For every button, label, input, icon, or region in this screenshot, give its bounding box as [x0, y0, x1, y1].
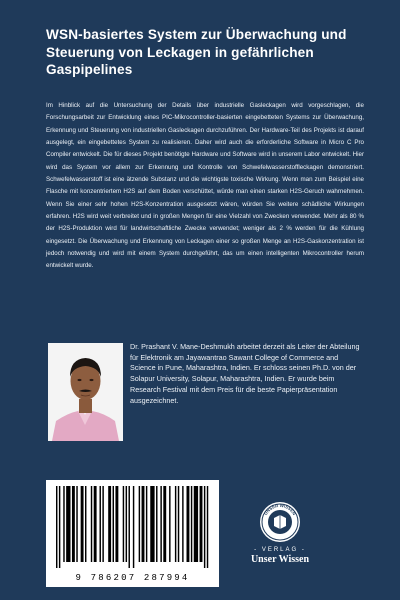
publisher-name: Unser Wissen	[250, 554, 310, 565]
svg-text:UNSER WISSEN: UNSER WISSEN	[263, 502, 297, 516]
isbn-barcode	[46, 480, 219, 587]
author-photo	[48, 343, 123, 441]
publisher-logo	[240, 500, 320, 565]
isbn-number: 9 786207 287994	[75, 573, 190, 583]
book-title: WSN-basiertes System zur Überwachung und Steuerung von Leckagen in gefährlichen Gaspipelines	[46, 27, 347, 77]
publisher-seal-icon	[258, 500, 302, 544]
publisher-label: - VERLAG -	[254, 547, 306, 553]
barcode-bars	[54, 486, 211, 568]
book-abstract: Im Hinblick auf die Untersuchung der Details über industrielle Gasleckagen wird vorgeschlagen, die Forschungsarbeit zur Entwicklung eines PIC-Mikrocontroller-basierten eingebetteten Systems zur Überwachung, Erkennung und Steuerung von industriellen Gasleckagen durchzuführen. Der Hardware-Teil des Projekts ist darauf ausgelegt, ein eingebettetes System zu realisieren. Daher wird auch die erforderliche Software in Micro C Pro Compiler entwickelt. Die für dieses Projekt benötigte Hardware und Software wird in unserem Labor entwickelt. Hier wird das System vor allem zur Erkennung und Kontrolle von Schwefelwasserstoffleckagen demonstriert. Schwefelwasserstoff ist eine ätzende Substanz und die wichtigste toxische Wirkung. Wenn man zum Beispiel eine Flasche mit konzentriertem H2S auf dem Boden verschüttet, würde man einen starken H2S-Geruch wahrnehmen. Wenn Sie einer sehr hohen H2S-Konzentration ausgesetzt wären, würden Sie weitere schädliche Wirkungen erfahren. H2S wird weit verbreitet und in großen Mengen für eine Vielzahl von Zwecken verwendet. Mehr als 80 % der H2S-Produktion wird für landwirtschaftliche Zwecke verwendet; weniger als 2 % werden für die Kühlung eingesetzt. Die Überwachung und Erkennung von Leckagen einer so großen Menge an H2S-Gaskonzentration ist jedoch notwendig und wird mit einem System durchgeführt, das um einen intelligenten Mikrocontroller herum entwickelt wurde.	[46, 102, 364, 270]
author-bio: Dr. Prashant V. Mane-Deshmukh arbeitet derzeit als Leiter der Abteilung für Elektronik am Jayawantrao Sawant College of Commerce and Science in Pune, Maharashtra, Indien. Er schloss seinen Ph.D. von der Solapur University, Solapur, Maharashtra, Indien. Er wurde beim Research Festival mit dem Preis für die beste Papierpräsentation ausgezeichnet.	[130, 342, 360, 405]
